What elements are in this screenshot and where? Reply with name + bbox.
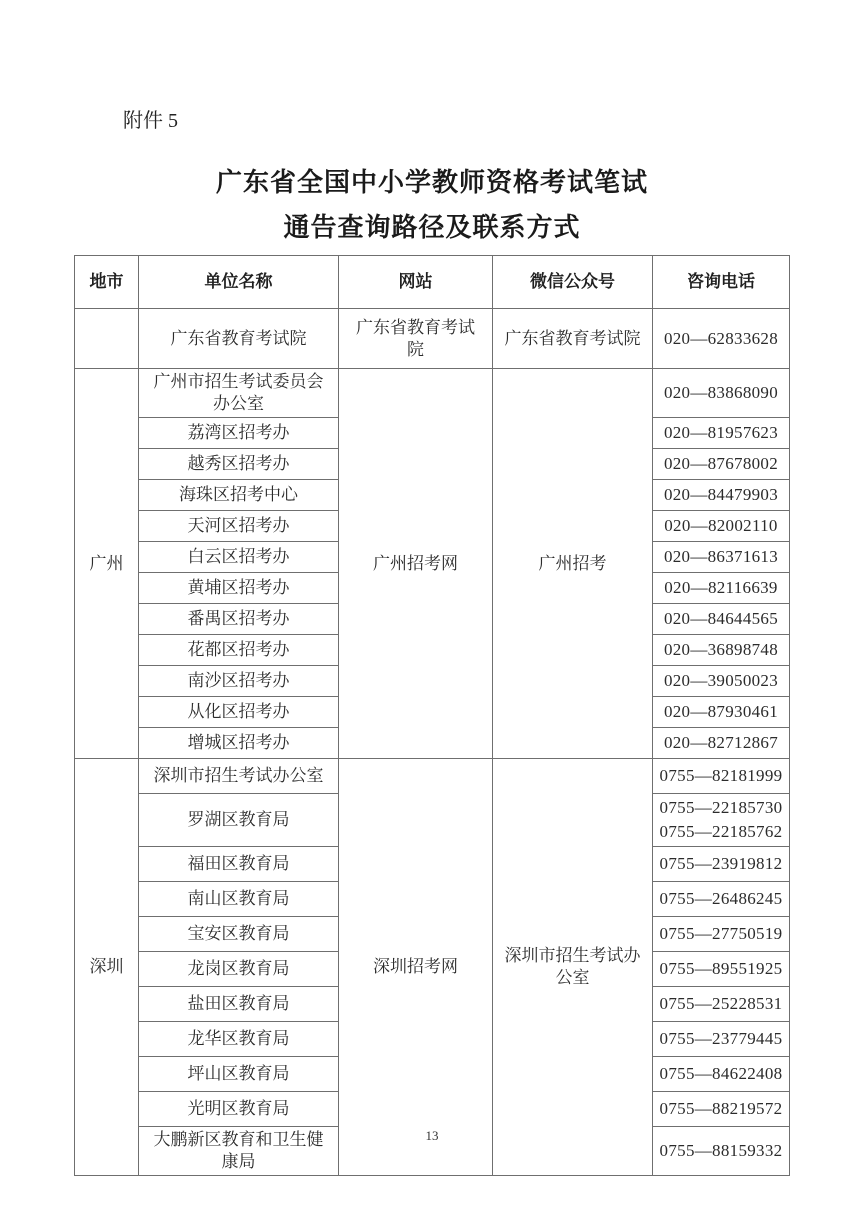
phone-number: 020—39050023 <box>663 671 779 690</box>
phone-cell <box>653 542 790 573</box>
contact-table <box>74 255 790 1176</box>
table-row <box>75 309 790 369</box>
phone-number: 020—84644565 <box>663 609 779 628</box>
unit-cell: 深圳市招生考试办公室 <box>139 759 339 794</box>
unit-cell: 增城区招考办 <box>139 728 339 759</box>
phone-number: 020—87678002 <box>663 454 779 473</box>
unit-cell: 白云区招考办 <box>139 542 339 573</box>
unit-cell: 福田区教育局 <box>139 847 339 882</box>
wechat-cell: 深圳市招生考试办公室 <box>493 759 653 1176</box>
phone-number: 020—81957623 <box>663 423 779 442</box>
phone-number: 0755—23919812 <box>659 854 783 873</box>
phone-number: 020—87930461 <box>663 702 779 721</box>
column-header-website: 网站 <box>339 256 493 309</box>
page-number: 13 <box>425 1128 439 1143</box>
column-header-unit: 单位名称 <box>139 256 339 309</box>
phone-number: 020—86371613 <box>663 547 779 566</box>
phone-cell <box>653 728 790 759</box>
unit-cell: 盐田区教育局 <box>139 987 339 1022</box>
phone-cell <box>653 573 790 604</box>
unit-cell: 坪山区教育局 <box>139 1057 339 1092</box>
phone-number: 0755—27750519 <box>659 924 783 943</box>
phone-cell <box>653 794 790 847</box>
phone-number: 0755—26486245 <box>659 889 783 908</box>
phone-number: 020—82712867 <box>663 733 779 752</box>
phone-cell <box>653 697 790 728</box>
unit-cell: 宝安区教育局 <box>139 917 339 952</box>
phone-number: 0755—88219572 <box>659 1099 783 1118</box>
unit-cell: 越秀区招考办 <box>139 449 339 480</box>
phone-number: 020—84479903 <box>663 485 779 504</box>
phone-number: 020—82002110 <box>664 516 778 535</box>
phone-number: 020—62833628 <box>663 328 779 348</box>
unit-cell: 光明区教育局 <box>139 1092 339 1127</box>
unit-cell: 南沙区招考办 <box>139 666 339 697</box>
unit-cell: 从化区招考办 <box>139 697 339 728</box>
phone-cell <box>653 1092 790 1127</box>
website-cell: 广州招考网 <box>339 369 493 759</box>
phone-cell <box>653 952 790 987</box>
unit-cell: 花都区招考办 <box>139 635 339 666</box>
unit-cell: 大鹏新区教育和卫生健康局 <box>139 1127 339 1176</box>
city-cell: 深圳 <box>75 759 139 1176</box>
column-header-city: 地市 <box>75 256 139 309</box>
phone-cell <box>653 759 790 794</box>
document-title <box>0 160 864 250</box>
unit-cell: 罗湖区教育局 <box>139 794 339 847</box>
phone-number: 020—36898748 <box>663 640 779 659</box>
column-header-wechat: 微信公众号 <box>493 256 653 309</box>
phone-number: 0755—23779445 <box>659 1029 783 1048</box>
city-cell <box>75 309 139 369</box>
document-title-line2: 通告查询路径及联系方式 <box>283 212 581 242</box>
phone-number: 0755—22185762 <box>659 822 783 841</box>
unit-cell: 龙岗区教育局 <box>139 952 339 987</box>
phone-cell <box>653 511 790 542</box>
phone-cell <box>653 987 790 1022</box>
phone-number: 0755—89551925 <box>659 959 783 978</box>
phone-number: 020—83868090 <box>663 383 779 402</box>
table-row <box>75 369 790 418</box>
phone-cell <box>653 369 790 418</box>
unit-cell: 番禺区招考办 <box>139 604 339 635</box>
document-title-line1: 广东省全国中小学教师资格考试笔试 <box>215 167 648 197</box>
phone-cell <box>653 309 790 369</box>
table-header <box>75 256 790 309</box>
table-row <box>75 759 790 794</box>
unit-cell: 黄埔区招考办 <box>139 573 339 604</box>
city-cell: 广州 <box>75 369 139 759</box>
phone-cell <box>653 480 790 511</box>
table-body <box>75 309 790 1176</box>
website-cell: 广东省教育考试院 <box>339 309 493 369</box>
unit-cell: 南山区教育局 <box>139 882 339 917</box>
phone-cell <box>653 418 790 449</box>
table-header-row <box>75 256 790 309</box>
unit-cell: 天河区招考办 <box>139 511 339 542</box>
phone-number: 0755—25228531 <box>659 994 783 1013</box>
phone-cell <box>653 666 790 697</box>
unit-cell: 荔湾区招考办 <box>139 418 339 449</box>
phone-cell <box>653 604 790 635</box>
phone-cell <box>653 635 790 666</box>
phone-cell <box>653 847 790 882</box>
phone-number: 020—82116639 <box>664 578 778 597</box>
website-cell: 深圳招考网 <box>339 759 493 1176</box>
attachment-label: 附件 5 <box>123 110 178 132</box>
phone-cell <box>653 1057 790 1092</box>
unit-cell: 广东省教育考试院 <box>139 309 339 369</box>
phone-number: 0755—22185730 <box>659 798 783 817</box>
phone-cell <box>653 882 790 917</box>
phone-number: 0755—84622408 <box>659 1064 783 1083</box>
unit-cell: 海珠区招考中心 <box>139 480 339 511</box>
phone-cell <box>653 1022 790 1057</box>
phone-cell <box>653 449 790 480</box>
wechat-cell: 广东省教育考试院 <box>493 309 653 369</box>
unit-cell: 广州市招生考试委员会办公室 <box>139 369 339 418</box>
column-header-phone: 咨询电话 <box>653 256 790 309</box>
phone-cell <box>653 917 790 952</box>
phone-number: 0755—88159332 <box>659 1141 783 1160</box>
phone-number: 0755—82181999 <box>659 766 783 785</box>
wechat-cell: 广州招考 <box>493 369 653 759</box>
unit-cell: 龙华区教育局 <box>139 1022 339 1057</box>
